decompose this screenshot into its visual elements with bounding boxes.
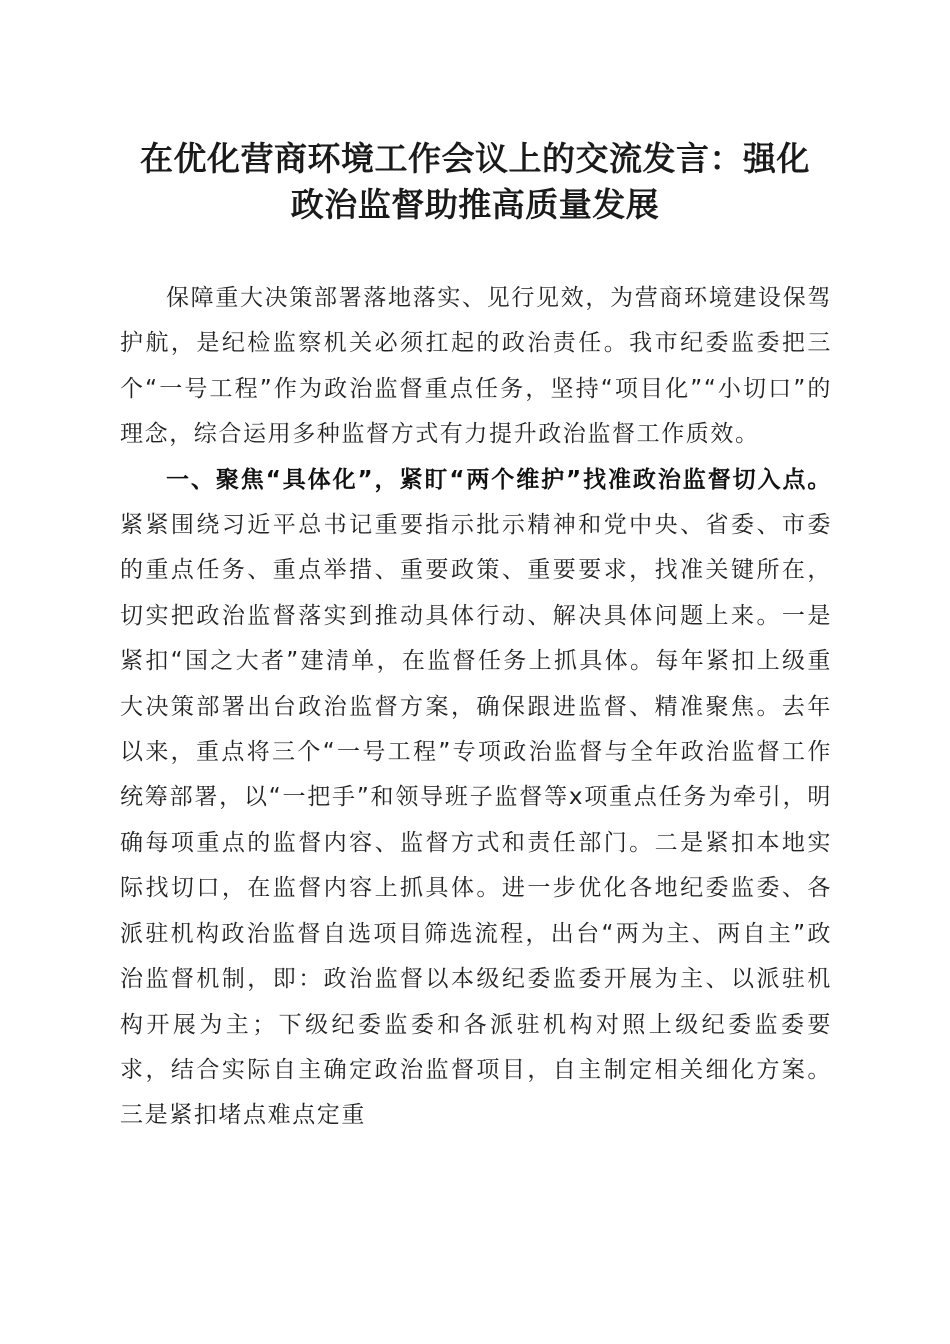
section-1-heading: 一、聚焦“具体化”，紧盯“两个维护”找准政治监督切入点。 — [166, 466, 832, 493]
title-line-2: 政治监督助推高质量发展 — [290, 185, 660, 224]
intro-paragraph: 保障重大决策部署落地落实、见行见效，为营商环境建设保驾护航，是纪检监察机关必须扛起的政治责任。我市纪委监委把三个“一号工程”作为政治监督重点任务，坚持“项目化”“小切口”的理念，综合运用多种监督方式有力提升政治监督工作质效。 — [120, 285, 832, 448]
section-1-body: 紧紧围绕习近平总书记重要指示批示精神和党中央、省委、市委的重点任务、重点举措、重要政策、重要要求，找准关键所在，切实把政治监督落实到推动具体行动、解决具体问题上来。一是紧扣“国之大者”建清单，在监督任务上抓具体。每年紧扣上级重大决策部署出台政治监督方案，确保跟进监督、精准聚焦。去年以来，重点将三个“一号工程”专项政治监督与全年政治监督工作统筹部署，以“一把手”和领导班子监督等x项重点任务为牵引，明确每项重点的监督内容、监督方式和责任部门。二是紧扣本地实际找切口，在监督内容上抓具体。进一步优化各地纪委监委、各派驻机构政治监督自选项目筛选流程，出台“两为主、两自主”政治监督机制，即：政治监督以本级纪委监委开展为主、以派驻机构开展为主；下级纪委监委和各派驻机构对照上级纪委监委要求，结合实际自主确定政治监督项目，自主制定相关细化方案。三是紧扣堵点难点定重 — [120, 512, 832, 1129]
document-body — [120, 276, 832, 1139]
document-title — [100, 136, 850, 228]
title-line-1: 在优化营商环境工作会议上的交流发言：强化 — [140, 139, 810, 178]
section-1-paragraph — [120, 458, 832, 1139]
